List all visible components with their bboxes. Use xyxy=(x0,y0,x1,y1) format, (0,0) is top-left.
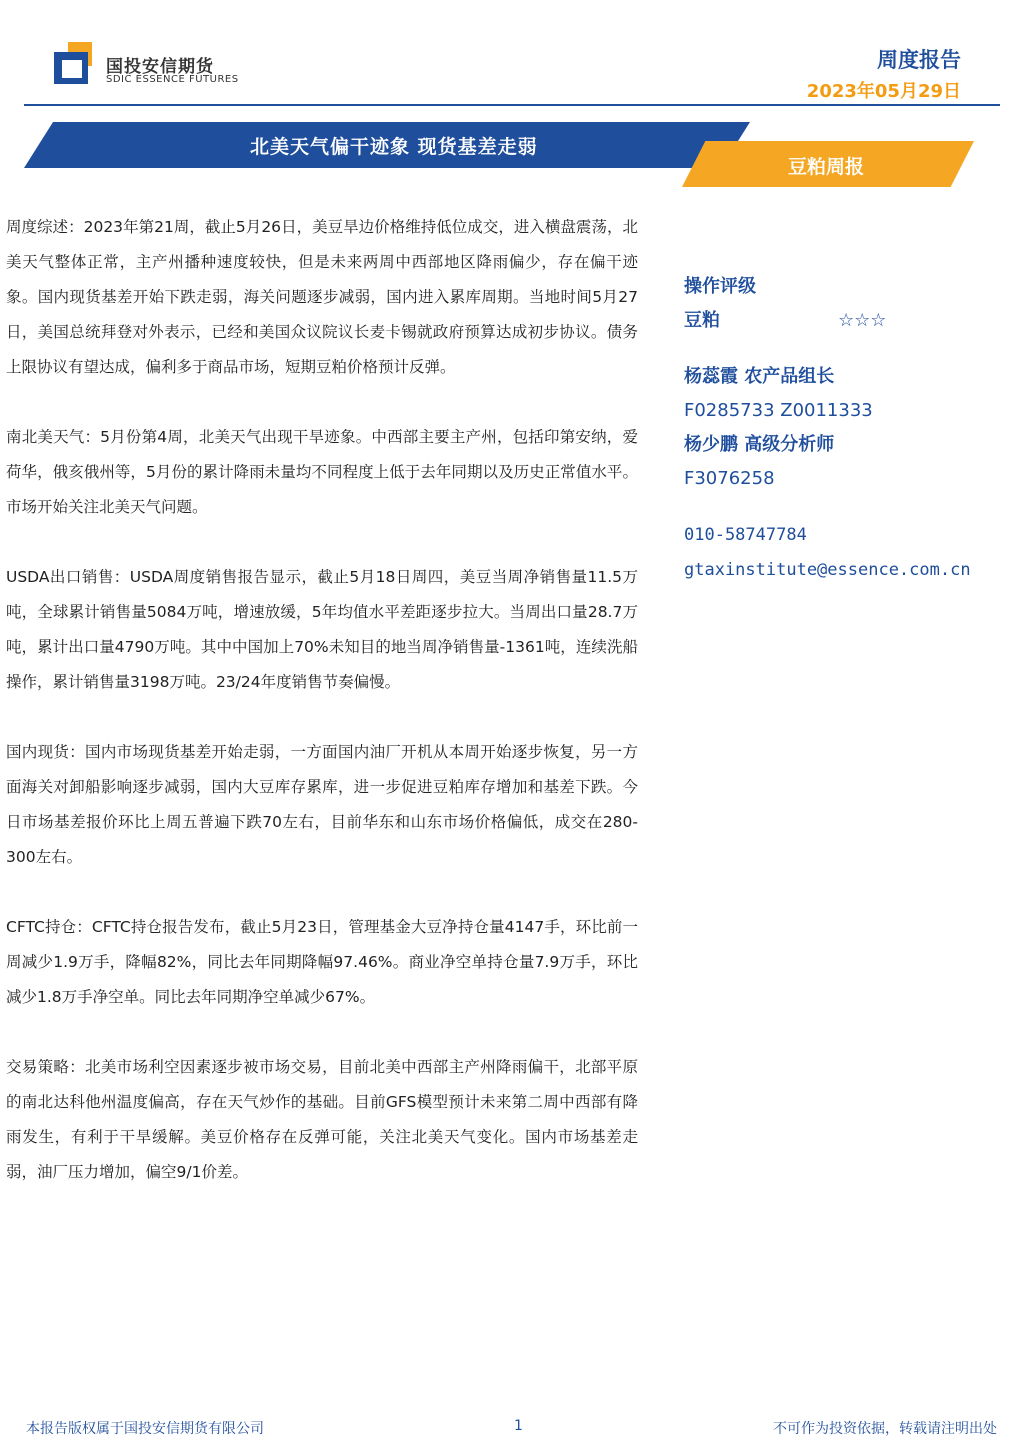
main-content xyxy=(6,210,638,1225)
sidebar xyxy=(684,270,1014,588)
report-title: 北美天气偏干迹象 现货基差走弱 xyxy=(250,136,538,158)
page-number: 1 xyxy=(514,1418,523,1434)
brand-name-en: SDIC ESSENCE FUTURES xyxy=(106,74,239,85)
analyst-1-id: F0285733 Z0011333 xyxy=(684,400,873,421)
brand-name-cn: 国投安信期货 xyxy=(106,57,214,77)
report-date: 2023年05月29日 xyxy=(806,81,961,102)
contact-email[interactable]: gtaxinstitute@essence.com.cn xyxy=(684,560,971,580)
analyst-2-name: 杨少鹏 高级分析师 xyxy=(684,434,835,455)
rating-product: 豆粕 xyxy=(684,310,720,331)
report-tag: 豆粕周报 xyxy=(788,156,865,178)
paragraph-cftc: CFTC持仓：CFTC持仓报告发布，截止5月23日，管理基金大豆净持仓量4147手，环比前一周减少1.9万手，降幅82%，同比去年同期降幅97.46%。商业净空单持仓量7.9万手，环比减少1.8万手净空单。同比去年同期净空单减少67%。 xyxy=(6,918,638,1006)
paragraph-weather: 南北美天气：5月份第4周，北美天气出现干旱迹象。中西部主要主产州，包括印第安纳，爱荷华，俄亥俄州等，5月份的累计降雨未量均不同程度上低于去年同期以及历史正常值水平。市场开始关注北美天气问题。 xyxy=(6,428,638,516)
paragraph-weekly-summary: 周度综述：2023年第21周，截止5月26日，美豆旱边价格维持低位成交，进入横盘震荡，北美天气整体正常，主产州播种速度较快，但是未来两周中西部地区降雨偏少，存在偏干迹象。国内现货基差开始下跌走弱，海关问题逐步减弱，国内进入累库周期。当地时间5月27日，美国总统拜登对外表示，已经和美国众议院议长麦卡锡就政府预算达成初步协议。债务上限协议有望达成，偏利多于商品市场，短期豆粕价格预计反弹。 xyxy=(6,218,638,376)
paragraph-strategy: 交易策略：北美市场利空因素逐步被市场交易，目前北美中西部主产州降雨偏干，北部平原的南北达科他州温度偏高，存在天气炒作的基础。目前GFS模型预计未来第二周中西部有降雨发生，有利于干旱缓解。美豆价格存在反弹可能，关注北美天气变化。国内市场基差走弱，油厂压力增加，偏空9/1价差。 xyxy=(6,1058,638,1181)
report-type: 周度报告 xyxy=(877,48,961,72)
rating-row xyxy=(684,304,1014,338)
header-divider xyxy=(24,104,1000,106)
footer-copyright: 本报告版权属于国投安信期货有限公司 xyxy=(26,1421,264,1437)
analyst-1-name: 杨蕊霞 农产品组长 xyxy=(684,366,835,387)
analyst-2-id: F3076258 xyxy=(684,468,775,489)
footer-disclaimer: 不可作为投资依据，转载请注明出处 xyxy=(773,1421,997,1437)
paragraph-domestic-spot: 国内现货：国内市场现货基差开始走弱，一方面国内油厂开机从本周开始逐步恢复，另一方面海关对卸船影响逐步减弱，国内大豆库存累库，进一步促进豆粕库存增加和基差下跌。今日市场基差报价环比上周五普遍下跌70左右，目前华东和山东市场价格偏低，成交在280-300左右。 xyxy=(6,743,638,866)
contact-phone: 010-58747784 xyxy=(684,525,807,545)
rating-title: 操作评级 xyxy=(684,276,756,297)
rating-stars-icon: ☆☆☆ xyxy=(838,310,887,331)
company-logo xyxy=(54,42,98,84)
paragraph-usda-sales: USDA出口销售：USDA周度销售报告显示，截止5月18日周四，美豆当周净销售量11.5万吨，全球累计销售量5084万吨，增速放缓，5年均值水平差距逐步拉大。当周出口量28.7万吨，累计出口量4790万吨。其中中国加上70%未知目的地当周净销售量-1361吨，连续洗船操作，累计销售量3198万吨。23/24年度销售节奏偏慢。 xyxy=(6,568,638,691)
